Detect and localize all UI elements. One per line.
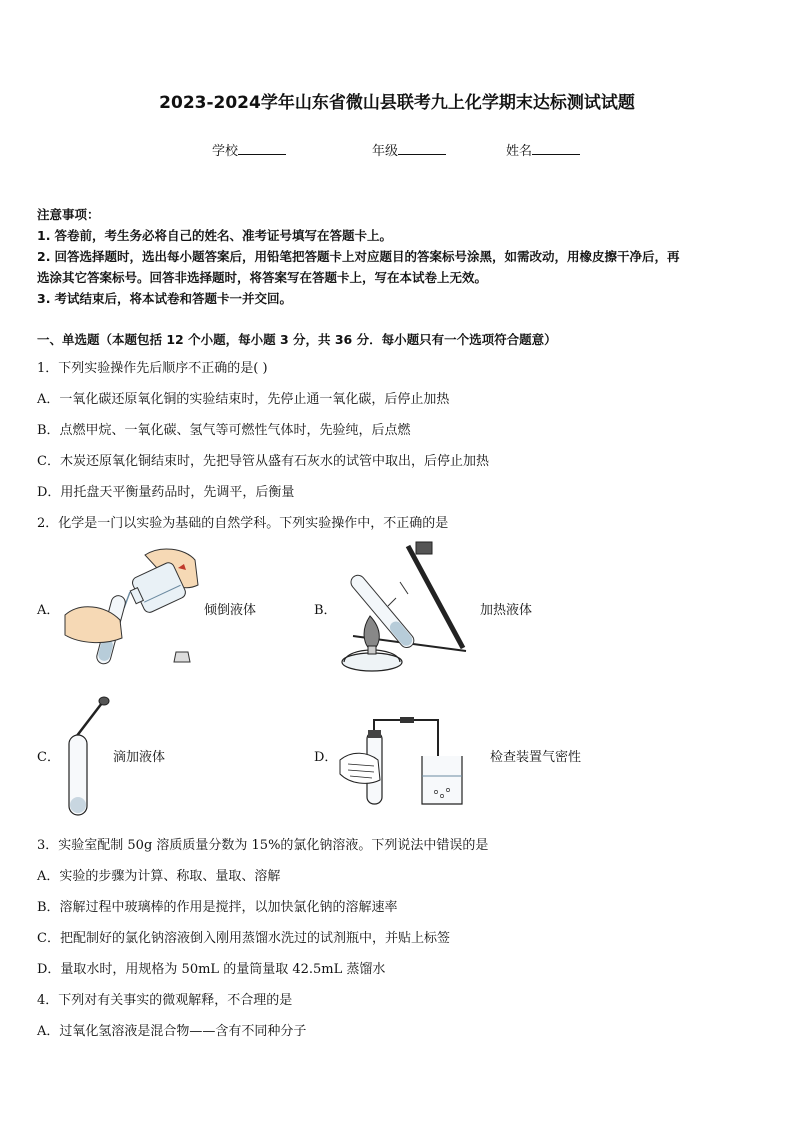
grade-label: 年级 xyxy=(372,144,399,159)
q2-option-c-caption: 滴加液体 xyxy=(113,750,166,765)
q3-option-b: B．溶解过程中玻璃棒的作用是搅拌，以加快氯化钠的溶解速率 xyxy=(37,900,398,915)
dropping-liquid-figure xyxy=(62,695,112,820)
notice-item-1-text: 答卷前，考生务必将自己的姓名、准考证号填写在答题卡上。 xyxy=(54,228,392,243)
name-blank xyxy=(532,142,580,155)
q2-option-d-label: D． xyxy=(314,750,338,765)
q1-option-a: A．一氧化碳还原氧化铜的实验结束时，先停止通一氧化碳，后停止加热 xyxy=(37,392,450,407)
name-field xyxy=(506,140,580,159)
q2-stem: 2．化学是一门以实验为基础的自然学科。下列实验操作中，不正确的是 xyxy=(37,516,449,531)
airtightness-check-figure xyxy=(338,712,478,807)
q3-option-a: A．实验的步骤为计算、称取、量取、溶解 xyxy=(37,869,281,884)
q2-option-b-caption: 加热液体 xyxy=(480,603,533,618)
grade-blank xyxy=(398,142,446,155)
name-label: 姓名 xyxy=(506,144,533,159)
notice-heading: 注意事项： xyxy=(37,207,100,222)
q4-stem: 4．下列对有关事实的微观解释，不合理的是 xyxy=(37,993,293,1008)
notice-item-2-text: 回答选择题时，选出每小题答案后，用铅笔把答题卡上对应题目的答案标号涂黑，如需改动，用橡皮擦干净后，再 xyxy=(54,249,680,264)
school-blank xyxy=(238,142,286,155)
notice-item-3-text: 考试结束后，将本试卷和答题卡一并交回。 xyxy=(54,291,292,306)
notice-item-1 xyxy=(37,226,392,244)
q1-option-d: D．用托盘天平衡量药品时，先调平，后衡量 xyxy=(37,485,295,500)
notice-item-3 xyxy=(37,289,292,307)
q3-option-c: C．把配制好的氯化钠溶液倒入刚用蒸馏水洗过的试剂瓶中，并贴上标签 xyxy=(37,931,450,946)
grade-field xyxy=(372,140,446,159)
q2-option-a-caption: 倾倒液体 xyxy=(204,603,257,618)
school-label: 学校 xyxy=(212,144,239,159)
q2-option-b-label: B． xyxy=(314,603,337,618)
q3-stem: 3．实验室配制 50g 溶质质量分数为 15%的氯化钠溶液。下列说法中错误的是 xyxy=(37,838,489,853)
q2-option-a-label: A． xyxy=(37,603,60,618)
q2-option-d-caption: 检查装置气密性 xyxy=(490,750,582,765)
q3-option-d: D．量取水时，用规格为 50mL 的量筒量取 42.5mL 蒸馏水 xyxy=(37,962,386,977)
notice-item-1-num: 1. xyxy=(37,228,51,243)
heating-liquid-figure xyxy=(338,536,478,674)
section-heading: 一、单选题（本题包括 12 个小题，每小题 3 分，共 36 分．每小题只有一个选项符合题意） xyxy=(37,332,557,347)
exam-title: 2023-2024学年山东省微山县联考九上化学期末达标测试试题 xyxy=(159,93,635,113)
notice-item-2-cont: 选涂其它答案标号。回答非选择题时，将答案写在答题卡上，写在本试卷上无效。 xyxy=(37,270,488,285)
q2-option-c-label: C． xyxy=(37,750,60,765)
q1-stem: 1．下列实验操作先后顺序不正确的是( ) xyxy=(37,361,268,376)
q4-option-a: A．过氧化氢溶液是混合物——含有不同种分子 xyxy=(37,1024,307,1039)
pouring-liquid-figure xyxy=(60,540,200,670)
q1-option-b: B．点燃甲烷、一氧化碳、氢气等可燃性气体时，先验纯，后点燃 xyxy=(37,423,411,438)
notice-item-3-num: 3. xyxy=(37,291,51,306)
q1-option-c: C．木炭还原氧化铜结束时，先把导管从盛有石灰水的试管中取出，后停止加热 xyxy=(37,454,489,469)
notice-item-2-num: 2. xyxy=(37,249,51,264)
school-field xyxy=(212,140,286,159)
notice-item-2 xyxy=(37,247,679,265)
